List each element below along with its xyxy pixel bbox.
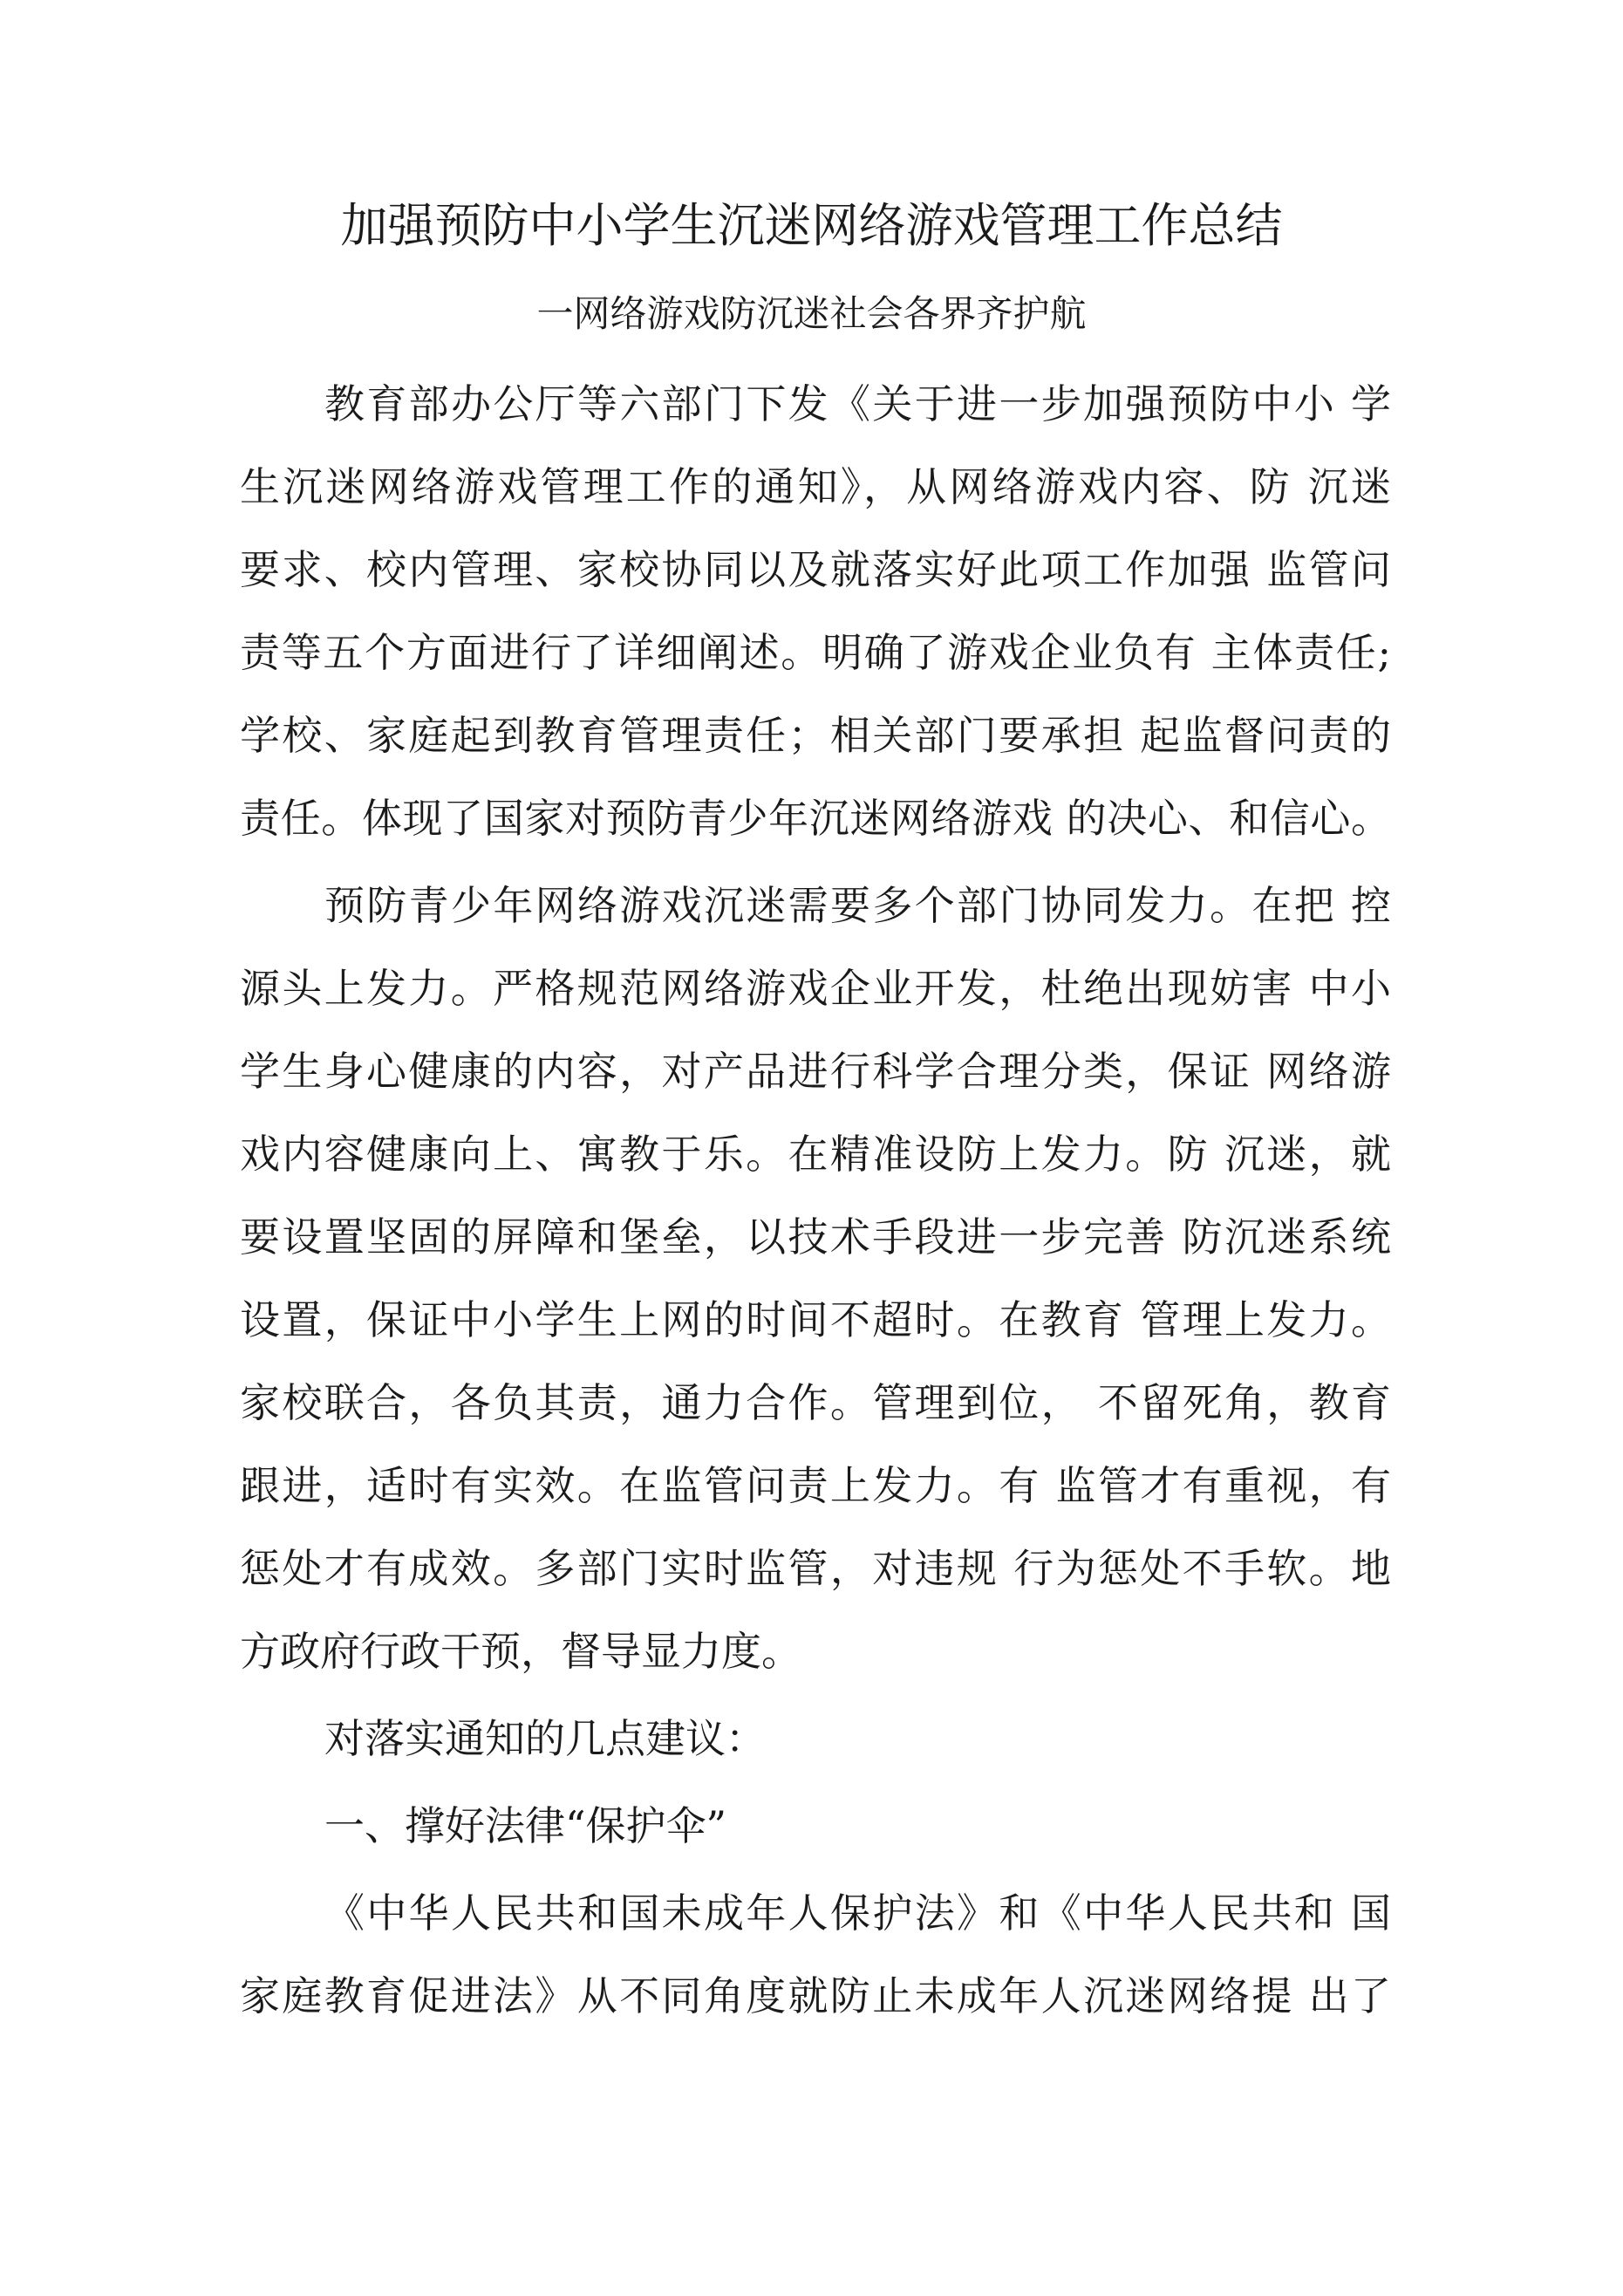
paragraph-line: 预防青少年网络游戏沉迷需要多个部门协同发力。在把 控 (324, 882, 1391, 929)
paragraph-line: 责任。体现了国家对预防青少年沉迷网络游戏 的决心、和信心。 (240, 795, 1391, 842)
paragraph-line: 学校、家庭起到教育管理责任；相关部门要承担 起监督问责的 (240, 712, 1391, 759)
paragraph-line: 设置，保证中小学生上网的时间不超时。在教育 管理上发力。 (240, 1296, 1391, 1343)
paragraph-line: 对落实通知的几点建议： (324, 1715, 766, 1762)
paragraph-line: 《中华人民共和国未成年人保护法》和《中华人民共和 国 (324, 1889, 1391, 1937)
paragraph-line: 要设置坚固的屏障和堡垒，以技术手段进一步完善 防沉迷系统 (240, 1213, 1391, 1261)
document-subtitle: 一网络游戏防沉迷社会各界齐护航 (536, 292, 1087, 335)
paragraph-line: 家校联合，各负其责，通力合作。管理到位， 不留死角，教育 (240, 1379, 1391, 1426)
paragraph-line: 生沉迷网络游戏管理工作的通知》，从网络游戏内容、防 沉迷 (240, 463, 1391, 510)
paragraph-line: 跟进，适时有实效。在监管问责上发力。有 监管才有重视，有 (240, 1462, 1391, 1509)
paragraph-line: 要求、校内管理、家校协同以及就落实好此项工作加强 监管问 (240, 546, 1391, 593)
paragraph-line: 教育部办公厅等六部门下发《关于进一步加强预防中小 学 (324, 380, 1391, 427)
document-title: 加强预防中小学生沉迷网络游戏管理工作总结 (340, 198, 1283, 253)
paragraph-line: 方政府行政干预，督导显力度。 (240, 1628, 801, 1675)
paragraph-line: 源头上发力。严格规范网络游戏企业开发，杜绝出现妨害 中小 (240, 965, 1391, 1012)
paragraph-line: 学生身心健康的内容，对产品进行科学合理分类，保证 网络游 (240, 1048, 1391, 1095)
section-heading: 一、撑好法律“保护伞” (324, 1802, 727, 1849)
paragraph-line: 家庭教育促进法》从不同角度就防止未成年人沉迷网络提 出了 (240, 1972, 1391, 2019)
paragraph-line: 戏内容健康向上、寓教于乐。在精准设防上发力。防 沉迷，就 (240, 1131, 1391, 1178)
paragraph-line: 责等五个方面进行了详细阐述。明确了游戏企业负有 主体责任; (240, 629, 1391, 676)
paragraph-line: 惩处才有成效。多部门实时监管，对违规 行为惩处不手软。地 (240, 1545, 1391, 1592)
